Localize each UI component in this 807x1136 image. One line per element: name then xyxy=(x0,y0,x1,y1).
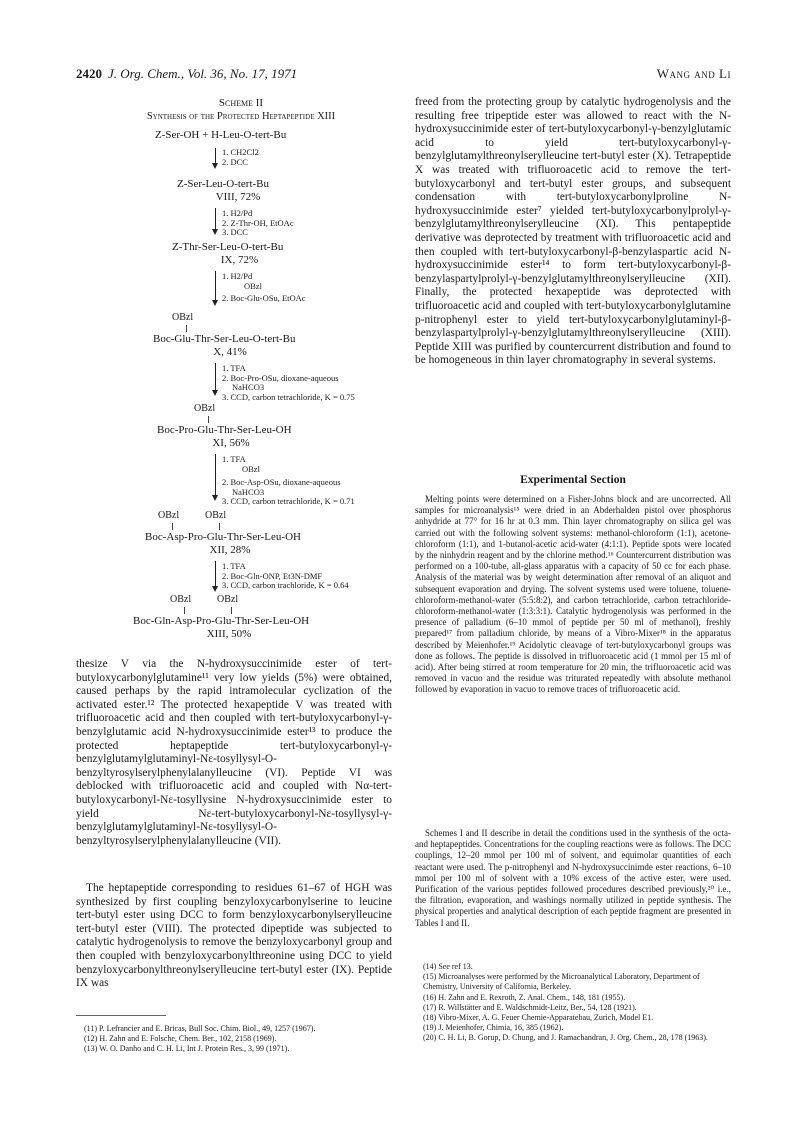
reaction-arrow-4 xyxy=(215,363,216,391)
step-1-conditions xyxy=(222,148,259,167)
obzl-group: OBzl xyxy=(194,403,216,414)
compound-xii: Boc-Asp-Pro-Glu-Thr-Ser-Leu-OH xyxy=(145,531,301,543)
step-6-line: 3. CCD, carbon trachloride, K = 0.64 xyxy=(222,580,349,590)
scheme-subtitle: Synthesis of the Protected Heptapeptide XIII xyxy=(146,111,336,122)
compound-ix-label: IX, 72% xyxy=(220,254,259,266)
step-5-line: 1. TFA xyxy=(222,454,246,464)
compound-xii-label: XII, 28% xyxy=(209,544,251,556)
step-4-line: 3. CCD, carbon tetrachloride, K = 0.75 xyxy=(222,391,355,402)
bond-line xyxy=(231,607,232,614)
compound-xiii-label: XIII, 50% xyxy=(206,628,252,640)
obzl-group: OBzl xyxy=(158,510,180,521)
step-2-line: 2. Z-Thr-OH, EtOAc xyxy=(222,217,294,228)
footnote: (17) R. Willstätter and E. Waldschmidt-Leitz, Ber., 54, 128 (1921). xyxy=(423,1002,637,1012)
bond-line xyxy=(219,523,220,530)
reaction-arrow-2 xyxy=(215,208,216,230)
section-heading: Experimental Section xyxy=(520,474,626,486)
bond-line xyxy=(172,523,173,530)
journal-citation xyxy=(76,66,297,82)
experimental-paragraph-2: Schemes I and II describe in detail the conditions used in the synthesis of the octa- and heptapeptides. Concentrations for the coupling reactions were as follows. The DCC couplings, 12–20 mmol per 100 ml of solvent, and equimolar quantities of each reactant were used. The p-nitrophenyl and N-hydroxysuccinimde ester reactions, 6–10 mmol per 100 ml of solvent with a 10% excess of the active ester, were used. Purification of the various peptides followed procedures described previously,²⁰ i.e., the filtration, evaporation, and washings normally utilized in peptide synthesis. The physical properties and analytical description of each peptide fragment are presented in Tables I and II. xyxy=(415,828,732,928)
step-6-conditions xyxy=(222,562,349,591)
compound-xi: Boc-Pro-Glu-Thr-Ser-Leu-OH xyxy=(157,424,292,436)
step-1-line: 2. DCC xyxy=(222,156,248,167)
bond-line xyxy=(184,607,185,614)
reaction-arrow-5 xyxy=(215,454,216,496)
scheme-title: Scheme II xyxy=(218,97,264,109)
scheme-ii xyxy=(76,96,406,124)
step-4-line: NaHCO3 xyxy=(232,382,265,392)
body-paragraph-left-2: The heptapeptide corresponding to residues 61–67 of HGH was synthesized by first coupling benzyloxycarbonylserine to leucine tert-butyl ester using DCC to form benzyloxycarbonylserylleucine tert-butyl ester (VIII). The protected dipeptide was subjected to catalytic hydrogenolysis to remove the benzyloxycarbonyl group and then coupled with benzyloxycarbonylthreonine using DCC to yield benzyloxycarbonylthreonylserylleucine tert-butyl ester (IX). Peptide IX was xyxy=(76,882,392,990)
body-paragraph-left-1: thesize V via the N-hydroxysuccinimide ester of tert-butyloxycarbonylglutamine¹¹ very low yields (5%) were obtained, caused perhaps by the rapid intramolecular cyclization of the activated ester.¹² The protected hexapeptide V was treated with trifluoroacetic acid and then coupled with tert-butyloxycarbonyl-γ-benzylglutamic acid N-hydroxysuccinimide ester¹³ to produce the protected heptapeptide tert-butyloxycarbonyl-γ-benzylglutamylglutaminyl-Nε-tosyllysyl-O-benzyltyrosylserylphenylalanylleucine (VI). Peptide VI was deblocked with trifluoroacetic acid and coupled with Nα-tert-butyloxycarbonyl-Nε-tosyllysine N-hydroxysuccinimide ester to yield Nε-tert-butyloxycarbonyl-Nε-tosyllysyl-γ-benzylglutamylglutaminyl-Nε-tosyllysyl-O-benzyltyrosylserylphenylalanylleucine (VII). xyxy=(76,658,392,847)
step-3-line: 2. Boc-Glu-OSu, EtOAc xyxy=(222,293,306,303)
footnote: (20) C. H. Li, B. Gorup, D. Chung, and J. Ramachandran, J. Org. Chem., 28, 178 (1963). xyxy=(423,1033,708,1043)
step-2-line: 1. H2/Pd xyxy=(222,208,253,218)
bond-line xyxy=(208,416,209,423)
step-1-line: 1. CH2Cl2 xyxy=(222,147,259,157)
compound-xiii: Boc-Gln-Asp-Pro-Glu-Thr-Ser-Leu-OH xyxy=(133,615,310,627)
compound-xi-label: XI, 56% xyxy=(212,437,250,449)
footnote-rule xyxy=(76,1015,166,1016)
body-paragraph-right-1: freed from the protecting group by catalytic hydrogenolysis and the resulting free tripeptide ester was allowed to react with the N-hydroxysuccinimide ester of tert-butyloxycarbonyl-γ-benzylglutamic acid to yield tert-butyloxycarbonyl-γ-benzylglutamylthreonylserylleucine tert-butyl ester (X). Tetrapeptide X was treated with trifluoroacetic acid to remove the tert-butyloxycarbonyl and tert-butyl ester groups, and subsequent condensation with tert-butyloxycarbonylproline N-hydroxysuccinimide ester⁷ yielded tert-butyloxycarbonylprolyl-γ-benzylglutamylthreonylserylleucine (XI). This pentapeptide derivative was deprotected by treatment with trifluoroacetic acid and then coupled with tert-butyloxycarbonyl-β-benzylaspartic acid N-hydroxysuccinimide ester¹⁴ to form tert-butyloxycarbonyl-β-benzylaspartylprolyl-γ-benzylglutamylthreonylserylleucine (XII). Finally, the protected hexapeptide was deprotected with trifluoroacetic acid and coupled with tert-butyloxycarbonylglutamine p-nitrophenyl ester to yield tert-butyloxycarbonylglutaminyl-β-benzylaspartylprolyl-γ-benzylglutamylthreonylserylleucine (XIII). Peptide XIII was purified by countercurrent distribution and found to be homogeneous in thin layer chromatography in several systems. xyxy=(415,96,731,367)
footnotes-left xyxy=(84,1024,392,1055)
step-5-conditions xyxy=(222,455,355,507)
running-header xyxy=(76,66,731,84)
footnote: (18) Vibro-Mixer, A. G. Feuer Chemie-Apparatebau, Zurich, Model E1. xyxy=(423,1013,654,1023)
obzl-group: OBzl xyxy=(205,510,227,521)
footnotes-right xyxy=(423,962,731,1044)
step-3-conditions xyxy=(222,272,306,304)
step-6-line: 2. Boc-Gln-ONP, Et3N-DMF xyxy=(222,570,323,581)
reaction-arrow-6 xyxy=(215,561,216,587)
step-5-line: 2. Boc-Asp-OSu, dioxane-aqueous xyxy=(222,477,341,487)
footnote: (15) Microanalyses were performed by the Microanalytical Laboratory, Department of Chemistry, University of California, Berkeley. xyxy=(423,972,700,992)
scheme-start-materials: Z-Ser-OH + H-Leu-O-tert-Bu xyxy=(155,129,287,141)
bond-line xyxy=(186,325,187,332)
compound-ix: Z-Thr-Ser-Leu-O-tert-Bu xyxy=(172,241,284,253)
step-4-line: 1. TFA xyxy=(222,363,246,373)
authors: Wang and Li xyxy=(656,66,731,81)
obzl-group: OBzl xyxy=(170,594,192,605)
page-number: 2420 xyxy=(76,66,102,81)
footnote: (16) H. Zahn and E. Rexroth, Z. Anal. Chem., 148, 181 (1955). xyxy=(423,992,626,1002)
step-5-line: 3. CCD, carbon tetrachloride, K = 0.71 xyxy=(222,496,355,506)
step-5-line: NaHCO3 xyxy=(232,486,265,497)
obzl-group: OBzl xyxy=(217,594,239,605)
step-2-line: 3. DCC xyxy=(222,227,248,237)
compound-x-label: X, 41% xyxy=(213,346,247,358)
step-3-line: OBzl xyxy=(244,280,262,291)
step-3-line: 1. H2/Pd xyxy=(222,271,253,281)
obzl-group: OBzl xyxy=(172,312,194,323)
compound-viii: Z-Ser-Leu-O-tert-Bu xyxy=(177,178,270,190)
footnote: (12) H. Zahn and E. Folsche, Chem. Ber., 102, 2158 (1969). xyxy=(84,1034,277,1044)
compound-viii-label: VIII, 72% xyxy=(215,191,261,203)
footnote: (11) P. Lefrancier and E. Bricas, Bull Soc. Chim. Biol., 49, 1257 (1967). xyxy=(84,1024,316,1033)
step-5-line: OBzl xyxy=(242,463,260,474)
experimental-paragraph-1: Melting points were determined on a Fisher-Johns block and are uncorrected. All samples for microanalysis¹⁵ were dried in an Abderhalden pistol over phosphorus anhydride at 77° for 16 hr at 0.3 mm. Thin layer chromatography on silica gel was carried out with the following solvent systems: methanol-chloroform (1:1), acetone-chloroform (1:1), and 1-butanol-acetic acid-water (4:1:1). Peptide spots were located by the ninhydrin reagent and by the chlorine method.¹⁶ Countercurrent distribution was performed on a 100-tube, all-glass apparatus with a capacity of 50 cc for each phase. Analysis of the material was by weight determination after removal of an aliquot and subsequent evaporation and drying. The solvent systems used were toluene, toluene-chloroform-methanol-water (5:5:8:2), and carbon tetrachloride, carbon tetrachloride-chloroform-methanol-water (1:3:3:1). Catalytic hydrogenolysis was performed in the presence of palladium (6–10 mmol of peptide per 50 ml of methanol), freshly prepared¹⁷ from palladium chloride, by means of a Vibro-Mixer¹⁸ in the apparatus described by Meienhofer.¹⁹ Acidolytic cleavage of tert-butyloxycarbonyl groups was done as follows. The peptide is dissolved in trifluoroacetic acid (1 mmol per 15 ml of acid). After being stirred at room temperature for 20 min, the trifluoroacetic acid was removed in vacuo and the residue was triturated repeatedly with absolute methanol followed by evaporation in vacuo to remove traces of trifluoroacetic acid. xyxy=(415,494,731,695)
step-4-line: 2. Boc-Pro-OSu, dioxane-aqueous xyxy=(222,372,339,383)
footnote: (13) W. O. Danho and C. H. Li, Int J. Protein Res., 3, 99 (1971). xyxy=(84,1044,290,1054)
reaction-arrow-3 xyxy=(215,271,216,301)
footnote: (14) See ref 13. xyxy=(423,962,473,971)
step-2-conditions xyxy=(222,209,294,238)
journal-name: J. Org. Chem., Vol. 36, No. 17, 1971 xyxy=(108,66,298,81)
step-4-conditions xyxy=(222,364,355,402)
step-6-line: 1. TFA xyxy=(222,561,246,571)
compound-x: Boc-Glu-Thr-Ser-Leu-O-tert-Bu xyxy=(153,333,296,345)
reaction-arrow-1 xyxy=(215,148,216,164)
footnote: (19) J. Meienhofer, Chimia, 16, 385 (1962). xyxy=(423,1023,564,1033)
